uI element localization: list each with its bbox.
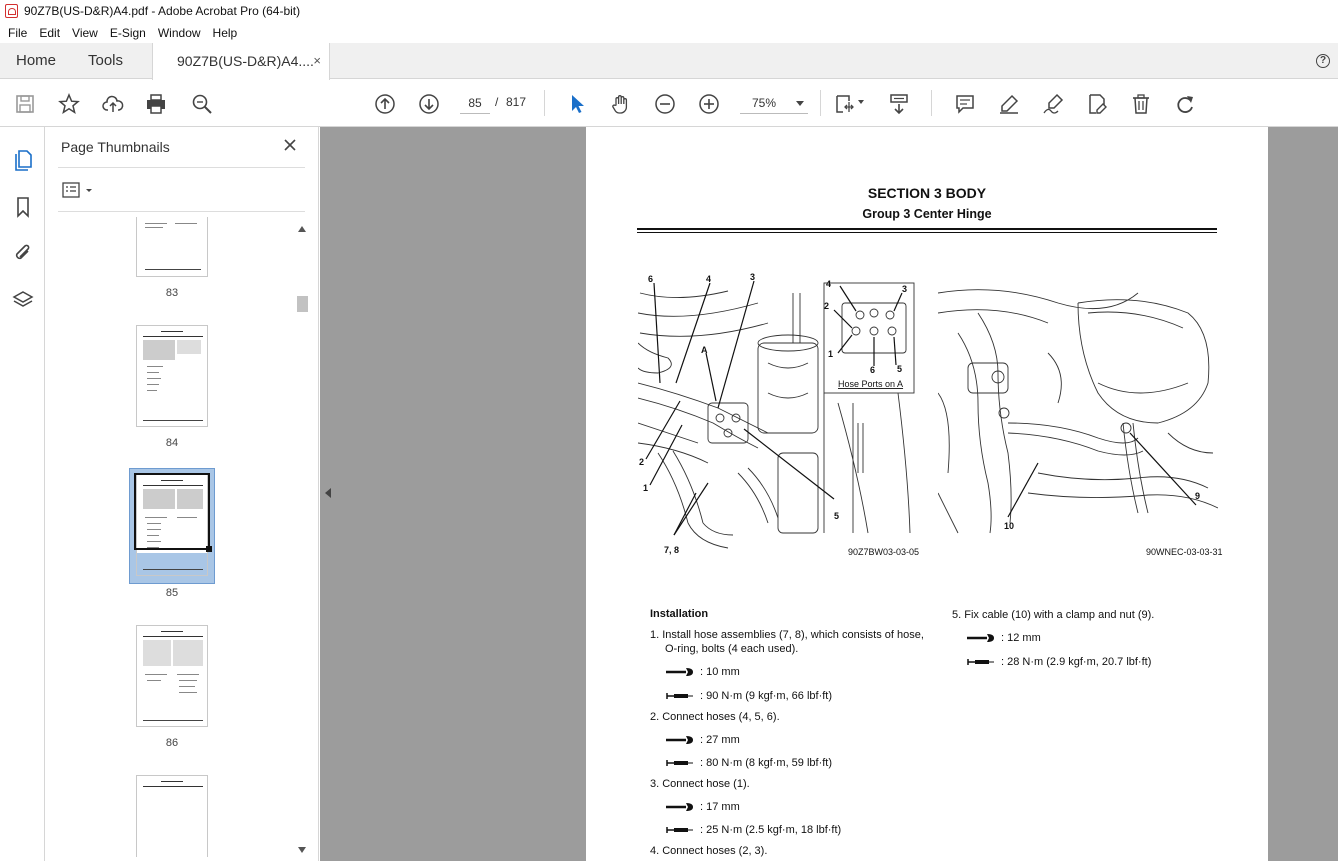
plus-circle-icon [698,93,720,115]
callout-3: 3 [750,273,756,282]
thumbnail-page-83[interactable] [136,217,208,277]
arrow-up-circle-icon [374,93,396,115]
layers-button[interactable] [10,287,36,313]
tab-tools[interactable]: Tools [88,52,124,69]
page-thumbnails-panel [46,127,319,861]
bookmarks-button[interactable] [10,194,36,220]
help-icon[interactable]: ? [1316,54,1330,68]
step-3: 3. Connect hose (1). [650,778,750,790]
section-title: SECTION 3 BODY [867,185,987,201]
inset-callout-1: 1 [828,349,834,359]
arrow-down-circle-icon [418,93,440,115]
panel-divider [58,167,305,168]
pdf-page [586,127,1268,861]
close-icon[interactable] [282,137,298,153]
wrench-icon [666,735,694,745]
menu-bar [0,22,1338,43]
step-2: 2. Connect hoses (4, 5, 6). [650,711,780,723]
thumbnail-scrollbar[interactable] [296,219,309,857]
torque-spec: : 90 N·m (9 kgf·m, 66 lbf·ft) [666,690,832,702]
zoom-out-button[interactable] [652,91,678,117]
bookmark-star-button[interactable] [56,91,82,117]
thumbnail-page-86[interactable] [136,625,208,727]
wrench-spec: : 12 mm [967,632,1041,644]
menu-window[interactable]: Window [157,25,201,40]
thumbnail-list [46,217,296,857]
step-1: 1. Install hose assemblies (7, 8), which consists of hose, O-ring, bolts (4 each used). [650,629,924,655]
thumbnail-label: 84 [165,437,179,449]
page-total: 817 [506,95,527,109]
cloud-upload-icon [102,93,124,115]
inset-callout-6: 6 [870,365,876,375]
step-4: 4. Connect hoses (2, 3). [650,845,768,857]
chevron-down-icon[interactable] [858,100,864,104]
torque-spec: : 28 N·m (2.9 kgf·m, 20.7 lbf·ft) [967,656,1151,668]
layers-icon [12,289,34,311]
inset-callout-4: 4 [826,279,832,289]
figure-code-left: 90Z7BW03-03-05 [848,547,920,557]
toolbar-divider [931,90,932,116]
scroll-mode-icon [888,93,910,115]
next-page-button[interactable] [416,91,442,117]
thumbnail-page-84[interactable] [136,325,208,427]
wrench-spec: : 10 mm [666,666,740,678]
callout-7-8: 7, 8 [664,545,680,555]
close-tab-icon[interactable]: × [313,53,321,68]
thumbnail-label: 83 [165,287,179,299]
cable-clamp-figure [938,273,1218,543]
page-thumbnails-button[interactable] [10,147,36,173]
wrench-icon [666,802,694,812]
torque-wrench-icon [967,657,995,667]
wrench-icon [967,633,995,643]
current-view-frame[interactable] [134,473,210,550]
trash-icon [1130,93,1152,115]
comment-button[interactable] [952,91,978,117]
comment-icon [954,93,976,115]
paperclip-icon [12,242,34,264]
save-button[interactable] [12,91,38,117]
callout-10: 10 [1004,521,1015,531]
fit-page-icon [834,93,856,115]
group-title: Group 3 Center Hinge [862,207,992,221]
toolbar-divider [820,90,821,116]
step-5: 5. Fix cable (10) with a clamp and nut (9). [952,609,1155,621]
highlighter-pen-icon [998,93,1020,115]
menu-file[interactable]: File [8,25,28,40]
menu-view[interactable]: View [72,25,98,40]
window-title: 90Z7B(US-D&R)A4.pdf - Adobe Acrobat Pro (64-bit) [24,4,301,18]
previous-page-button[interactable] [372,91,398,117]
torque-wrench-icon [666,758,694,768]
collapse-panel-icon[interactable] [325,488,331,498]
thumbnail-page-87[interactable] [136,775,208,857]
inset-caption: Hose Ports on A [838,379,904,389]
title-bar [0,0,1338,22]
redo-button[interactable] [1172,91,1198,117]
wrench-icon [666,667,694,677]
main-toolbar [0,80,1338,127]
scroll-down-icon[interactable] [298,847,306,853]
scroll-up-icon[interactable] [298,226,306,232]
torque-wrench-icon [666,691,694,701]
title-rule [637,228,1217,230]
star-icon [58,93,80,115]
callout-a: A [701,345,708,355]
cursor-arrow-icon [566,93,588,115]
panel-divider [58,211,305,212]
title-rule [637,232,1217,233]
wrench-spec: : 17 mm [666,801,740,813]
thumbnail-label: 86 [165,737,179,749]
menu-help[interactable]: Help [212,25,238,40]
torque-spec: : 25 N·m (2.5 kgf·m, 18 lbf·ft) [666,824,841,836]
inset-callout-3: 3 [902,284,908,294]
select-tool-button[interactable] [564,91,590,117]
page-separator: / [495,95,499,109]
callout-9: 9 [1195,491,1201,501]
menu-esign[interactable]: E-Sign [109,25,146,40]
find-button[interactable] [189,91,215,117]
rotate-icon [1174,93,1196,115]
inset-callout-5: 5 [897,364,903,374]
edit-document-icon [1086,93,1108,115]
edit-pdf-button[interactable] [1084,91,1110,117]
torque-wrench-icon [666,825,694,835]
zoom-search-icon [191,93,213,115]
upload-button[interactable] [100,91,126,117]
printer-icon [145,93,167,115]
torque-spec: : 80 N·m (8 kgf·m, 59 lbf·ft) [666,757,832,769]
page-number-input[interactable] [460,92,490,114]
zoom-value: 75% [752,96,777,110]
tab-document[interactable] [152,43,330,80]
attachments-button[interactable] [10,240,36,266]
minus-circle-icon [654,93,676,115]
sign-button[interactable] [1040,91,1066,117]
callout-2: 2 [639,457,645,467]
figure-code-right: 90WNEC-03-03-31 [1146,547,1223,557]
tab-home[interactable]: Home [16,52,57,69]
highlight-button[interactable] [996,91,1022,117]
panel-title: Page Thumbnails [61,139,170,155]
document-viewport[interactable] [320,127,1338,861]
page-fit-button[interactable] [832,91,858,117]
navigation-rail [0,127,45,861]
chevron-down-icon [796,101,804,106]
tab-document-label: 90Z7B(US-D&R)A4.... [177,53,314,69]
bookmark-icon [12,196,34,218]
delete-button[interactable] [1128,91,1154,117]
acrobat-logo-icon [5,4,18,18]
wrench-spec: : 27 mm [666,734,740,746]
fountain-pen-icon [1042,93,1064,115]
thumbnail-label: 85 [165,587,179,599]
callout-1: 1 [643,483,649,493]
print-button[interactable] [143,91,169,117]
save-icon [14,93,36,115]
tab-bar [0,43,1338,79]
zoom-select[interactable] [740,92,808,114]
page-thumbnails-icon [12,149,34,171]
inset-callout-2: 2 [824,301,830,311]
scrollbar-thumb[interactable] [297,296,308,312]
resize-handle[interactable] [206,546,212,552]
installation-heading: Installation [650,608,709,620]
hand-tool-button[interactable] [608,91,634,117]
toolbar-divider [544,90,545,116]
thumbnail-options-icon[interactable] [62,181,96,199]
callout-4: 4 [706,274,712,284]
scroll-mode-button[interactable] [886,91,912,117]
menu-edit[interactable]: Edit [39,25,61,40]
hose-assembly-figure [638,273,918,563]
callout-5: 5 [834,511,840,521]
callout-6: 6 [648,274,654,284]
zoom-in-button[interactable] [696,91,722,117]
hand-icon [610,93,632,115]
